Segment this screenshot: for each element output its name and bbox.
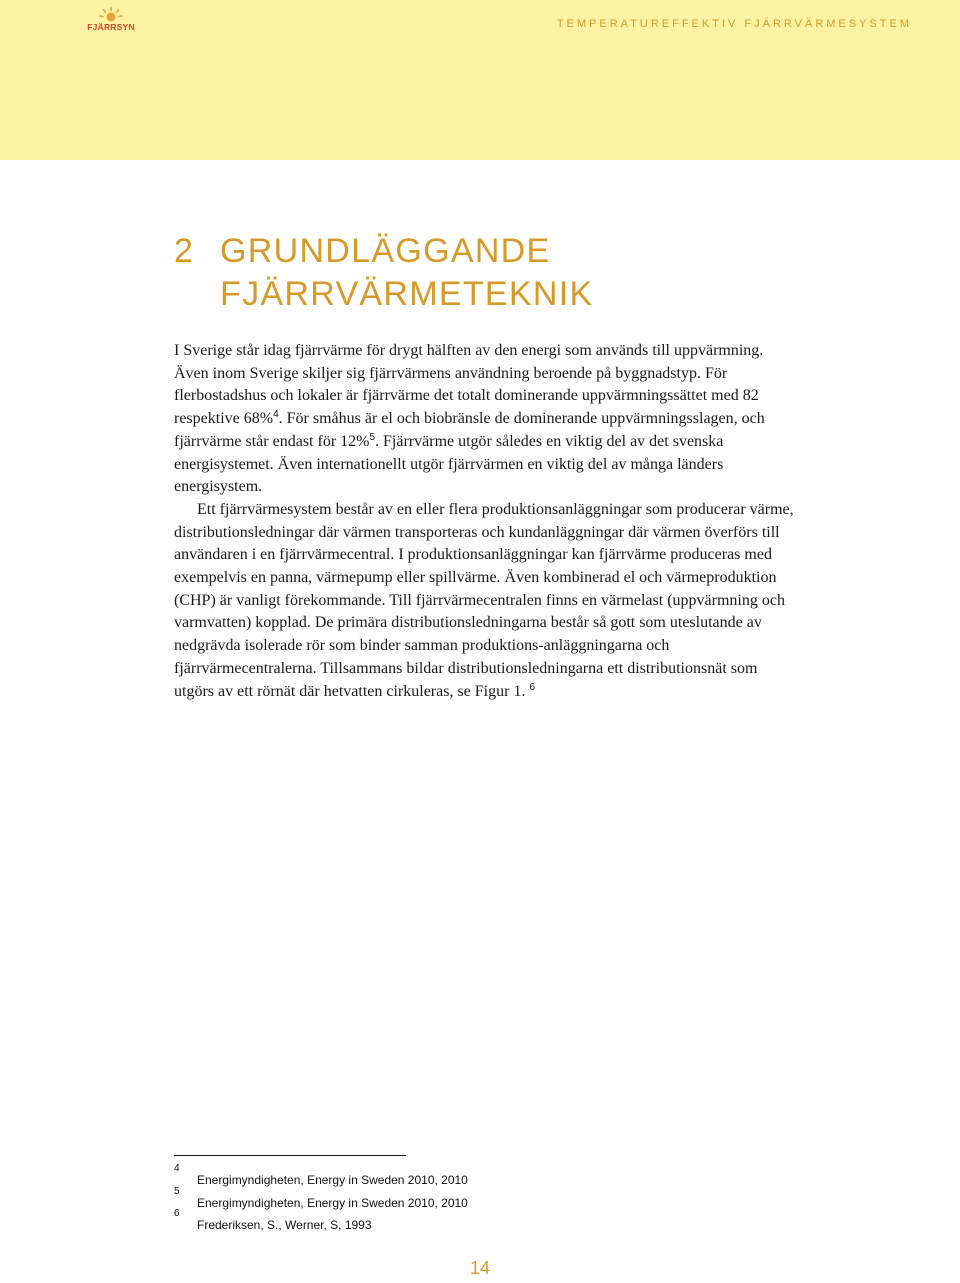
paragraph-1-text-c: . Fjärrvärme utgör således en viktig del av det svenska energisystemet. Även internationellt utgör fjärrvärmen en viktig del av många länders energisystem. bbox=[174, 432, 724, 496]
paragraph-2-text: Ett fjärrvärmesystem består av en eller flera produktionsanläggningar som producerar värme, distributionsledningar där värmen transporteras och kundanläggningar där värmen överförs till användaren i en fjärrvärmecentral. I produktionsanläggningar kan fjärrvärme produceras med exempelvis en panna, värmepump eller spillvärme. Även kombinerad el och värmeproduktion (CHP) är vanligt förekommande. Till fjärrvärmecentralen finns en värmelast (uppvärmning och varmvatten) kopplad. De primära distributionsledningarna består så gott som uteslutande av nedgrävda isolerade rör som binder samman produktions-anläggningarna och fjärrvärmecentralerna. Tillsammans bildar distributionsledningarna ett distributionsnät som utgörs av ett rörnät där hetvatten cirkuleras, se Figur 1. bbox=[174, 500, 794, 700]
chapter-title-line1: GRUNDLÄGGANDE bbox=[220, 232, 551, 270]
footnote-divider bbox=[174, 1155, 406, 1156]
footnote-number: 6 bbox=[174, 1208, 180, 1219]
paragraph-1-text-b: . För småhus är el och biobränsle de dominerande uppvärmningsslagen, och fjärrvärme står endast för 12% bbox=[174, 410, 765, 450]
logo-text: FJÄRRSYN bbox=[87, 22, 135, 32]
chapter-title-line2: FJÄRRVÄRMETEKNIK bbox=[220, 275, 594, 313]
footnote-ref-5: 5 bbox=[369, 431, 376, 443]
footnote-number: 4 bbox=[174, 1163, 180, 1174]
footnote-text: Frederiksen, S., Werner, S, 1993 bbox=[197, 1218, 372, 1232]
paragraph-1 bbox=[174, 340, 794, 499]
paragraph-1-text-a: I Sverige står idag fjärrvärme för drygt hälften av den energi som används till uppvärmning. Även inom Sverige skiljer sig fjärrvärmens användning beroende på byggnadstyp. För flerbostadshus och lokaler är fjärrvärme det totalt dominerande uppvärmningssättet med 82 respektive 68% bbox=[174, 342, 764, 428]
header-band bbox=[0, 0, 960, 160]
paragraph-2 bbox=[174, 499, 794, 703]
footnote-ref-4: 4 bbox=[273, 409, 279, 421]
body-text bbox=[174, 340, 794, 703]
running-header: TEMPERATUREFFEKTIV FJÄRRVÄRMESYSTEM bbox=[556, 18, 912, 30]
footnote-ref-6: 6 bbox=[529, 681, 536, 693]
fjarrsyn-logo bbox=[84, 6, 138, 34]
chapter-title bbox=[174, 230, 593, 316]
sun-icon bbox=[97, 6, 125, 22]
footnote-text: Energimyndigheten, Energy in Sweden 2010, 2010 bbox=[197, 1196, 468, 1210]
page-number: 14 bbox=[469, 1258, 491, 1278]
footnote-number: 5 bbox=[174, 1186, 180, 1197]
chapter-number: 2 bbox=[174, 232, 195, 270]
footnote-text: Energimyndigheten, Energy in Sweden 2010, 2010 bbox=[197, 1173, 468, 1187]
